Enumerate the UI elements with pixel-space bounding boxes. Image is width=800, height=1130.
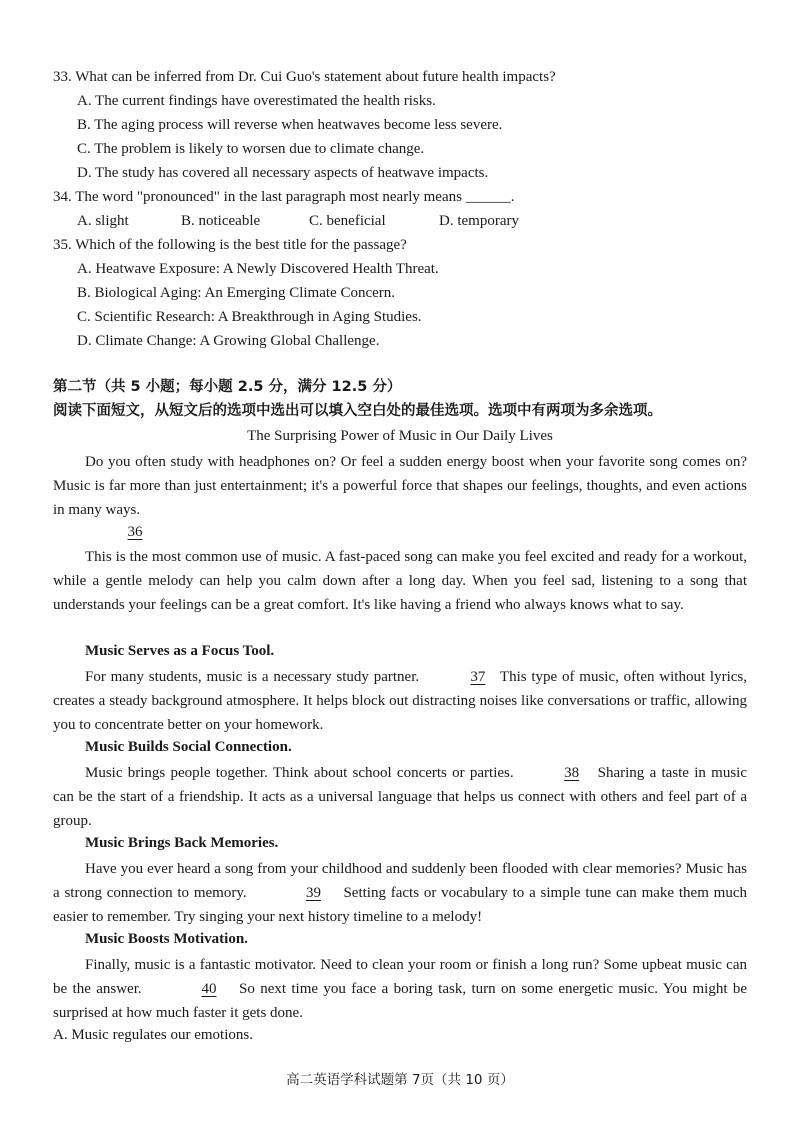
paragraph-5-before: Finally, music is a fantastic motivator. Need to clean your room or finish a long run? Some upbeat music can be the answer. (53, 957, 747, 997)
passage-paragraph-2 (53, 665, 747, 737)
page-footer: 高二英语学科试题第 7页（共 10 页） (286, 1072, 514, 1088)
passage-title: The Surprising Power of Music in Our Daily Lives (247, 428, 553, 444)
question-34-options (77, 211, 577, 231)
passage-paragraph-1: This is the most common use of music. A fast-paced song can make you feel excited and ready for a workout, while a gentle melody can help you calm down after a long day. When you feel sad, listening to a song that understands your feelings can be a great comfort. It's like having a friend who always knows what to say. (53, 549, 747, 613)
subheading-motivation: Music Boosts Motivation. (85, 931, 248, 947)
paragraph-5-after: So next time you face a boring task, turn on some energetic music. You might be surprised at how much faster it gets done. (53, 981, 748, 1021)
question-35-option-b: B. Biological Aging: An Emerging Climate Concern. (77, 285, 396, 301)
subheading-memories: Music Brings Back Memories. (85, 835, 279, 851)
question-35-option-a: A. Heatwave Exposure: A Newly Discovered Health Threat. (77, 261, 439, 277)
question-34-stem: 34. The word "pronounced" in the last paragraph most nearly means ______. (53, 189, 515, 205)
answer-option-a: A. Music regulates our emotions. (53, 1027, 253, 1043)
blank-36-line (85, 522, 185, 542)
question-33-option-d: D. The study has covered all necessary aspects of heatwave impacts. (77, 165, 489, 181)
paragraph-2-after: This type of music, often without lyrics, creates a steady background atmosphere. It helps block out distracting noises like conversations or traffic, allowing you to concentrate better on your homework. (53, 669, 747, 733)
passage-paragraph-4 (53, 857, 747, 929)
question-35-stem: 35. Which of the following is the best title for the passage? (53, 237, 407, 253)
question-35-option-d: D. Climate Change: A Growing Global Challenge. (77, 333, 380, 349)
paragraph-3-after: Sharing a taste in music can be the start of a friendship. It acts as a universal language that helps us connect with others and feel part of a group. (53, 765, 747, 829)
question-33-option-a: A. The current findings have overestimated the health risks. (77, 93, 436, 109)
question-35-option-c: C. Scientific Research: A Breakthrough in Aging Studies. (77, 309, 422, 325)
question-33-option-b: B. The aging process will reverse when heatwaves become less severe. (77, 117, 503, 133)
blank-36: 36 (127, 524, 143, 540)
section-instruction: 阅读下面短文，从短文后的选项中选出可以填入空白处的最佳选项。选项中有两项为多余选项。 (53, 403, 662, 419)
blank-39: 39 (305, 885, 321, 901)
subheading-focus-tool: Music Serves as a Focus Tool. (85, 643, 275, 659)
blank-37: 37 (470, 669, 486, 685)
question-34-option-d: D. temporary (439, 213, 519, 229)
paragraph-2-before: For many students, music is a necessary study partner. (85, 669, 420, 685)
subheading-social-connection: Music Builds Social Connection. (85, 739, 292, 755)
question-33-option-c: C. The problem is likely to worsen due to climate change. (77, 141, 425, 157)
paragraph-4-before: Have you ever heard a song from your childhood and suddenly been flooded with clear memories? Music has a strong connection to memory. (53, 861, 747, 901)
question-33-stem: 33. What can be inferred from Dr. Cui Guo's statement about future health impacts? (53, 69, 556, 85)
passage-intro: Do you often study with headphones on? Or feel a sudden energy boost when your favorite song comes on? Music is far more than just entertainment; it's a powerful force that shapes our feelings, thoughts, and even actions in many ways. (53, 454, 747, 518)
question-34-option-a: A. slight (77, 213, 129, 229)
paragraph-3-before: Music brings people together. Think about school concerts or parties. (85, 765, 514, 781)
blank-40: 40 (201, 981, 217, 997)
passage-paragraph-5 (53, 953, 747, 1025)
passage-paragraph-3 (53, 761, 747, 833)
section-heading: 第二节（共 5 小题；每小题 2.5 分，满分 12.5 分） (53, 379, 402, 395)
question-34-option-c: C. beneficial (309, 213, 386, 229)
paragraph-4-after: Setting facts or vocabulary to a simple tune can make them much easier to remember. Try singing your next history timeline to a melody! (53, 885, 748, 925)
question-34-option-b: B. noticeable (181, 213, 261, 229)
blank-38: 38 (564, 765, 580, 781)
